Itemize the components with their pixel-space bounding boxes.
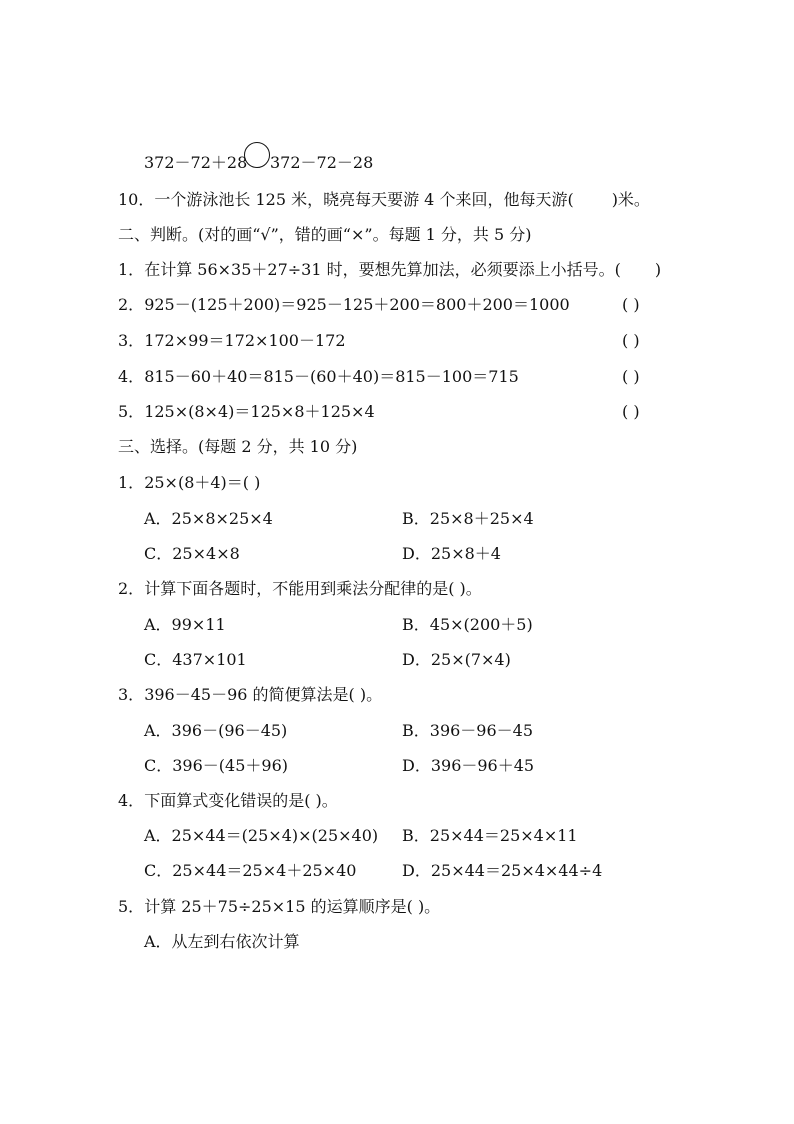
choice-1-stem: 25×(8＋4)＝( ) [144, 473, 261, 492]
choice-2-option-d[interactable]: D．25×(7×4) [402, 650, 511, 669]
judge-item-2 [118, 295, 570, 315]
judge-5-answer-blank[interactable]: ( ) [622, 402, 640, 421]
judge-3-number: 3． [118, 331, 145, 350]
judge-item-5 [118, 402, 375, 422]
choice-3-number: 3． [118, 685, 145, 704]
judge-3-answer-blank[interactable]: ( ) [622, 331, 640, 350]
judge-item-3 [118, 331, 346, 351]
q10-text-end: )米。 [611, 190, 650, 209]
judge-2-number: 2． [118, 295, 145, 314]
choice-4-option-b[interactable]: B．25×44＝25×4×11 [402, 826, 578, 845]
judge-1-number: 1． [118, 260, 145, 279]
choice-5-number: 5． [118, 897, 145, 916]
judge-2-answer-blank[interactable]: ( ) [622, 295, 640, 314]
choice-question-1 [118, 473, 260, 493]
judge-4-number: 4． [118, 367, 145, 386]
section-2-title: 二、判断。(对的画“√”，错的画“×”。每题 1 分，共 5 分) [118, 225, 532, 244]
choice-1-option-d[interactable]: D．25×8＋4 [402, 544, 501, 563]
judge-5-text: 125×(8×4)＝125×8＋125×4 [144, 402, 375, 421]
choice-1-option-a[interactable]: A．25×8×25×4 [144, 509, 273, 528]
judge-1-close-paren: ) [654, 260, 662, 279]
choice-question-4 [118, 791, 338, 811]
judge-1-text: 在计算 56×35＋27÷31 时，要想先算加法，必须要添上小括号。( [144, 260, 621, 279]
choice-1-option-b[interactable]: B．25×8＋25×4 [402, 509, 534, 528]
choice-2-number: 2． [118, 579, 145, 598]
q10-text: 一个游泳池长 125 米，晓亮每天要游 4 个来回，他每天游( [154, 190, 574, 209]
choice-3-option-c[interactable]: C．396－(45＋96) [144, 756, 288, 775]
choice-2-option-c[interactable]: C．437×101 [144, 650, 247, 669]
judge-4-answer-blank[interactable]: ( ) [622, 367, 640, 386]
section-3-title: 三、选择。(每题 2 分，共 10 分) [118, 437, 358, 456]
choice-1-option-c[interactable]: C．25×4×8 [144, 544, 240, 563]
choice-1-number: 1． [118, 473, 145, 492]
q10 [118, 190, 650, 210]
judge-4-text: 815－60＋40＝815－(60＋40)＝815－100＝715 [144, 367, 519, 386]
choice-question-3 [118, 685, 382, 705]
judge-2-text: 925－(125＋200)＝925－125＋200＝800＋200＝1000 [144, 295, 570, 314]
choice-4-option-a[interactable]: A．25×44＝(25×4)×(25×40) [144, 826, 379, 845]
choice-2-option-b[interactable]: B．45×(200＋5) [402, 615, 533, 634]
choice-4-stem: 下面算式变化错误的是( )。 [144, 791, 338, 810]
choice-3-option-b[interactable]: B．396－96－45 [402, 721, 534, 740]
compare-circle-blank[interactable] [244, 142, 270, 168]
judge-item-1 [118, 260, 661, 280]
q9-left-expression: 372－72＋28 [144, 153, 248, 172]
q9-right-expression: 372－72－28 [270, 153, 374, 172]
choice-question-2 [118, 579, 482, 599]
choice-2-stem: 计算下面各题时，不能用到乘法分配律的是( )。 [144, 579, 482, 598]
q10-number: 10． [118, 190, 155, 209]
choice-4-number: 4． [118, 791, 145, 810]
choice-3-stem: 396－45－96 的简便算法是( )。 [144, 685, 383, 704]
choice-5-stem: 计算 25＋75÷25×15 的运算顺序是( )。 [144, 897, 441, 916]
judge-5-number: 5． [118, 402, 145, 421]
choice-4-option-c[interactable]: C．25×44＝25×4＋25×40 [144, 861, 357, 880]
choice-3-option-d[interactable]: D．396－96＋45 [402, 756, 535, 775]
choice-2-option-a[interactable]: A．99×11 [144, 615, 226, 634]
choice-question-5 [118, 897, 440, 917]
choice-5-option-a[interactable]: A．从左到右依次计算 [144, 932, 300, 951]
choice-3-option-a[interactable]: A．396－(96－45) [144, 721, 288, 740]
judge-3-text: 172×99＝172×100－172 [144, 331, 346, 350]
choice-4-option-d[interactable]: D．25×44＝25×4×44÷4 [402, 861, 603, 880]
judge-item-4 [118, 367, 519, 387]
